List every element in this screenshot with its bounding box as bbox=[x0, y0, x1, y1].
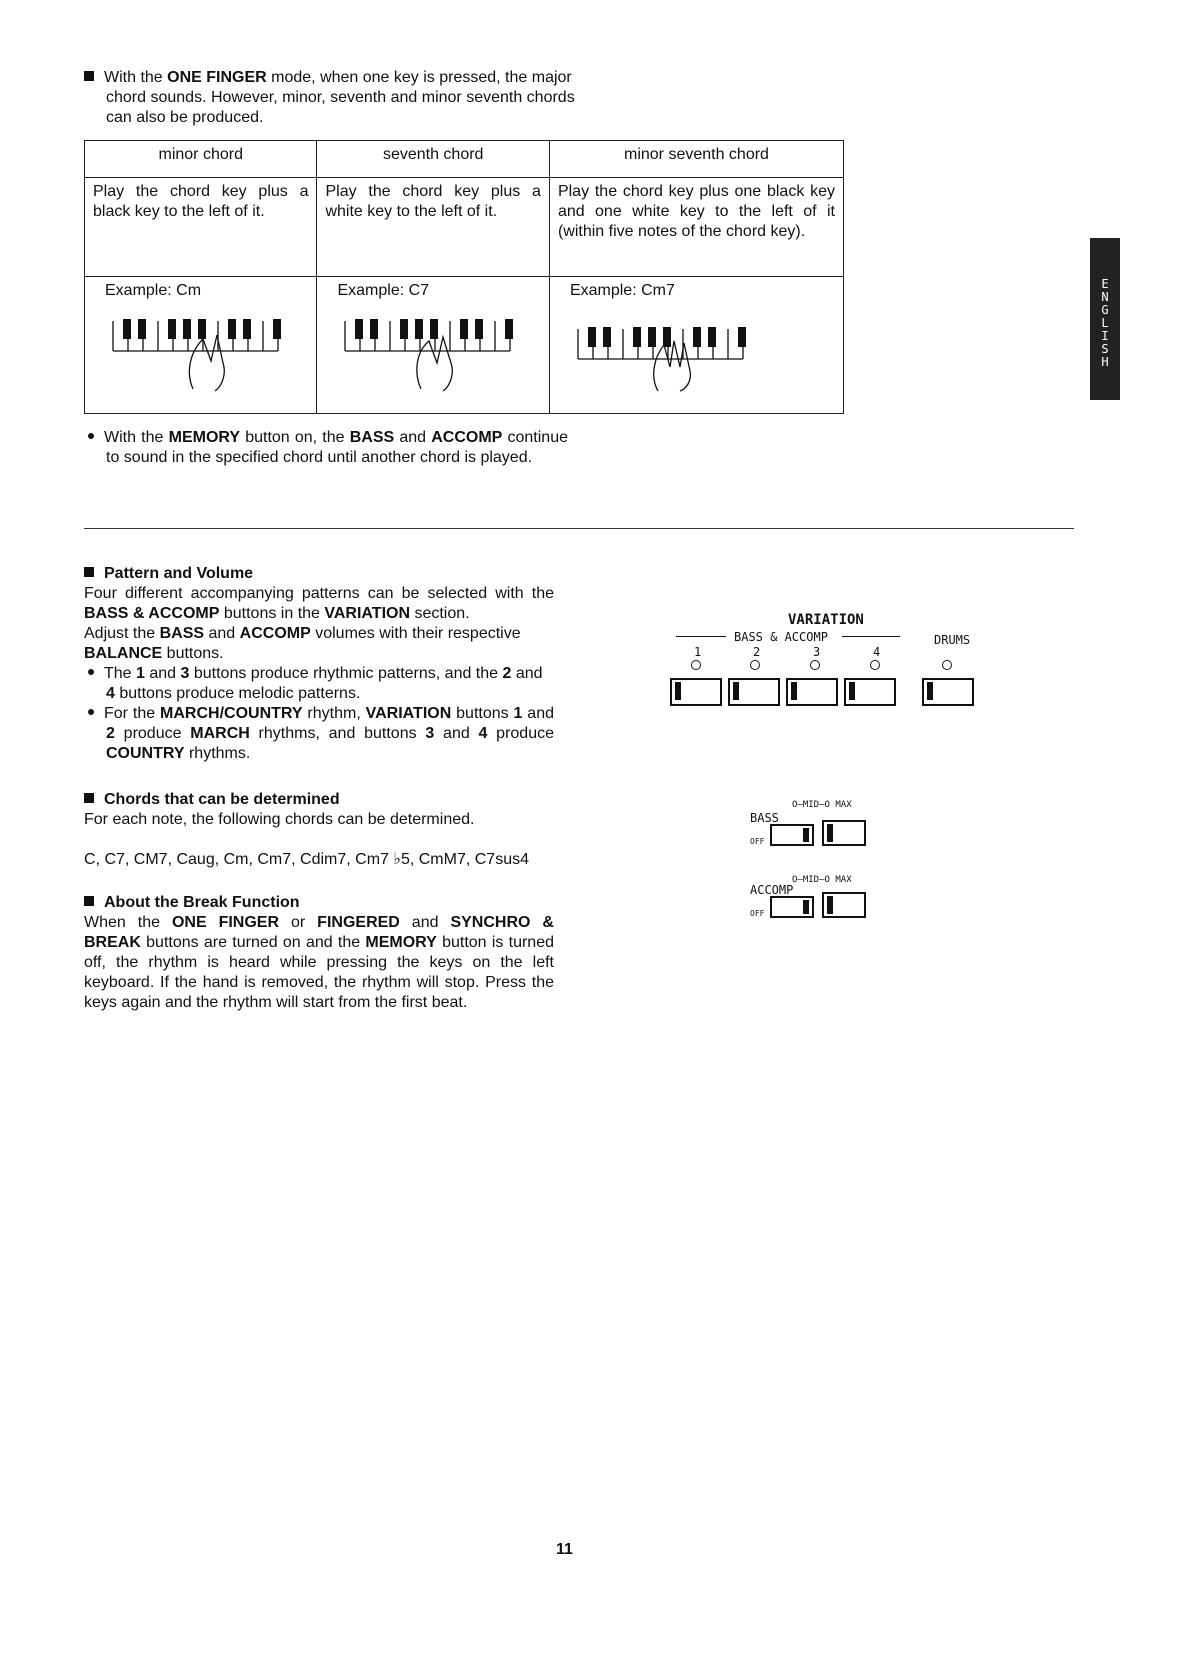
pattern-paragraph-1: Four different accompanying patterns can be selected with the BASS & ACCOMP buttons in the VARIATION section. bbox=[84, 585, 554, 622]
pattern-heading: Pattern and Volume bbox=[84, 564, 554, 584]
button-indicator-icon bbox=[827, 824, 833, 842]
example-c7-cell bbox=[317, 277, 549, 414]
intro-paragraph: With the ONE FINGER mode, when one key is pressed, the major chord sounds. However, minor, seventh and minor seventh chords can also be produced. bbox=[84, 68, 576, 128]
button-indicator-icon bbox=[849, 682, 855, 700]
chords-text: For each note, the following chords can be determined. bbox=[84, 811, 475, 828]
example-c7-label: Example: C7 bbox=[337, 282, 430, 299]
bracket-line-left bbox=[676, 636, 726, 637]
pattern-bullet-2: For the MARCH/COUNTRY rhythm, VARIATION buttons 1 and 2 produce MARCH rhythms, and buttons 3 and 4 produce COUNTRY rhythms. bbox=[84, 704, 554, 764]
header-minor-chord: minor chord bbox=[85, 141, 317, 178]
square-bullet-icon bbox=[84, 71, 94, 81]
button-indicator-icon bbox=[803, 828, 809, 842]
chords-list: C, C7, CM7, Caug, Cm, Cm7, Cdim7, Cm7 ♭5, CmM7, C7sus4 bbox=[84, 851, 529, 868]
example-cm7-label: Example: Cm7 bbox=[569, 282, 675, 299]
variation-4-led-icon bbox=[870, 660, 880, 670]
drums-led-icon bbox=[942, 660, 952, 670]
header-seventh-chord: seventh chord bbox=[317, 141, 549, 178]
side-tab-label: E N G L I S H bbox=[1101, 277, 1109, 369]
button-indicator-icon bbox=[827, 896, 833, 914]
language-side-tab bbox=[1090, 238, 1120, 400]
variation-1-led-icon bbox=[691, 660, 701, 670]
break-text: When the ONE FINGER or FINGERED and SYNCHRO & BREAK buttons are turned on and the MEMORY button is turned off, the rhythm is heard while pressing the keys on the left keyboard. If the hand is removed, the rhythm will stop. Press the keys again and the rhythm will start from the first beat. bbox=[84, 914, 554, 1011]
accomp-balance-max-button[interactable] bbox=[822, 892, 866, 918]
desc-minor-chord: Play the chord key plus a black key to the left of it. bbox=[85, 178, 317, 277]
example-cm-label: Example: Cm bbox=[105, 282, 202, 299]
button-indicator-icon bbox=[733, 682, 739, 700]
drums-button[interactable] bbox=[922, 678, 974, 706]
accomp-balance-off-button[interactable] bbox=[770, 896, 814, 918]
bracket-line-right bbox=[842, 636, 900, 637]
variation-2-button[interactable] bbox=[728, 678, 780, 706]
pattern-section bbox=[84, 564, 554, 764]
accomp-off-label: OFF bbox=[750, 909, 765, 918]
memory-note: With the MEMORY button on, the BASS and ACCOMP continue to sound in the specified chord until another chord is played. bbox=[84, 428, 568, 468]
square-bullet-icon bbox=[84, 793, 94, 803]
bass-accomp-label: BASS & ACCOMP bbox=[734, 630, 828, 644]
bass-balance-off-button[interactable] bbox=[770, 824, 814, 846]
variation-number-3: 3 bbox=[813, 645, 821, 659]
variation-2-led-icon bbox=[750, 660, 760, 670]
break-section bbox=[84, 893, 554, 1013]
button-indicator-icon bbox=[803, 900, 809, 914]
button-indicator-icon bbox=[675, 682, 681, 700]
button-indicator-icon bbox=[927, 682, 933, 700]
chord-table bbox=[84, 140, 844, 414]
bass-label: BASS bbox=[750, 811, 779, 825]
square-bullet-icon bbox=[84, 896, 94, 906]
drums-label: DRUMS bbox=[934, 633, 971, 647]
variation-number-1: 1 bbox=[694, 645, 702, 659]
variation-label: VARIATION bbox=[788, 612, 864, 628]
accomp-scale-label: O—MID—O MAX bbox=[792, 875, 852, 885]
desc-minor-seventh-chord: Play the chord key plus one black key and one white key to the left of it (within five notes of the chord key). bbox=[549, 178, 843, 277]
variation-3-led-icon bbox=[810, 660, 820, 670]
button-indicator-icon bbox=[791, 682, 797, 700]
square-bullet-icon bbox=[84, 567, 94, 577]
bass-off-label: OFF bbox=[750, 837, 765, 846]
accomp-label: ACCOMP bbox=[750, 883, 794, 897]
dot-bullet-icon bbox=[88, 433, 94, 439]
pattern-paragraph-2: Adjust the BASS and ACCOMP volumes with their respective BALANCE buttons. bbox=[84, 625, 521, 662]
keyboard-hand-cm7-icon bbox=[558, 301, 748, 393]
dot-bullet-icon bbox=[88, 669, 94, 675]
variation-number-2: 2 bbox=[753, 645, 761, 659]
keyboard-hand-cm-icon bbox=[93, 301, 283, 393]
pattern-bullet-1: The 1 and 3 buttons produce rhythmic patterns, and the 2 and 4 buttons produce melodic patterns. bbox=[84, 664, 554, 704]
chords-section bbox=[84, 790, 554, 870]
variation-1-button[interactable] bbox=[670, 678, 722, 706]
section-divider bbox=[84, 528, 1074, 529]
variation-number-4: 4 bbox=[873, 645, 881, 659]
variation-3-button[interactable] bbox=[786, 678, 838, 706]
break-heading: About the Break Function bbox=[84, 893, 554, 913]
desc-seventh-chord: Play the chord key plus a white key to the left of it. bbox=[317, 178, 549, 277]
variation-4-button[interactable] bbox=[844, 678, 896, 706]
keyboard-hand-c7-icon bbox=[325, 301, 515, 393]
page-number: 11 bbox=[556, 1541, 573, 1558]
header-minor-seventh-chord: minor seventh chord bbox=[549, 141, 843, 178]
bass-balance-max-button[interactable] bbox=[822, 820, 866, 846]
example-cm7-cell bbox=[549, 277, 843, 414]
bass-scale-label: O—MID—O MAX bbox=[792, 800, 852, 810]
example-cm-cell bbox=[85, 277, 317, 414]
dot-bullet-icon bbox=[88, 709, 94, 715]
chords-heading: Chords that can be determined bbox=[84, 790, 554, 810]
